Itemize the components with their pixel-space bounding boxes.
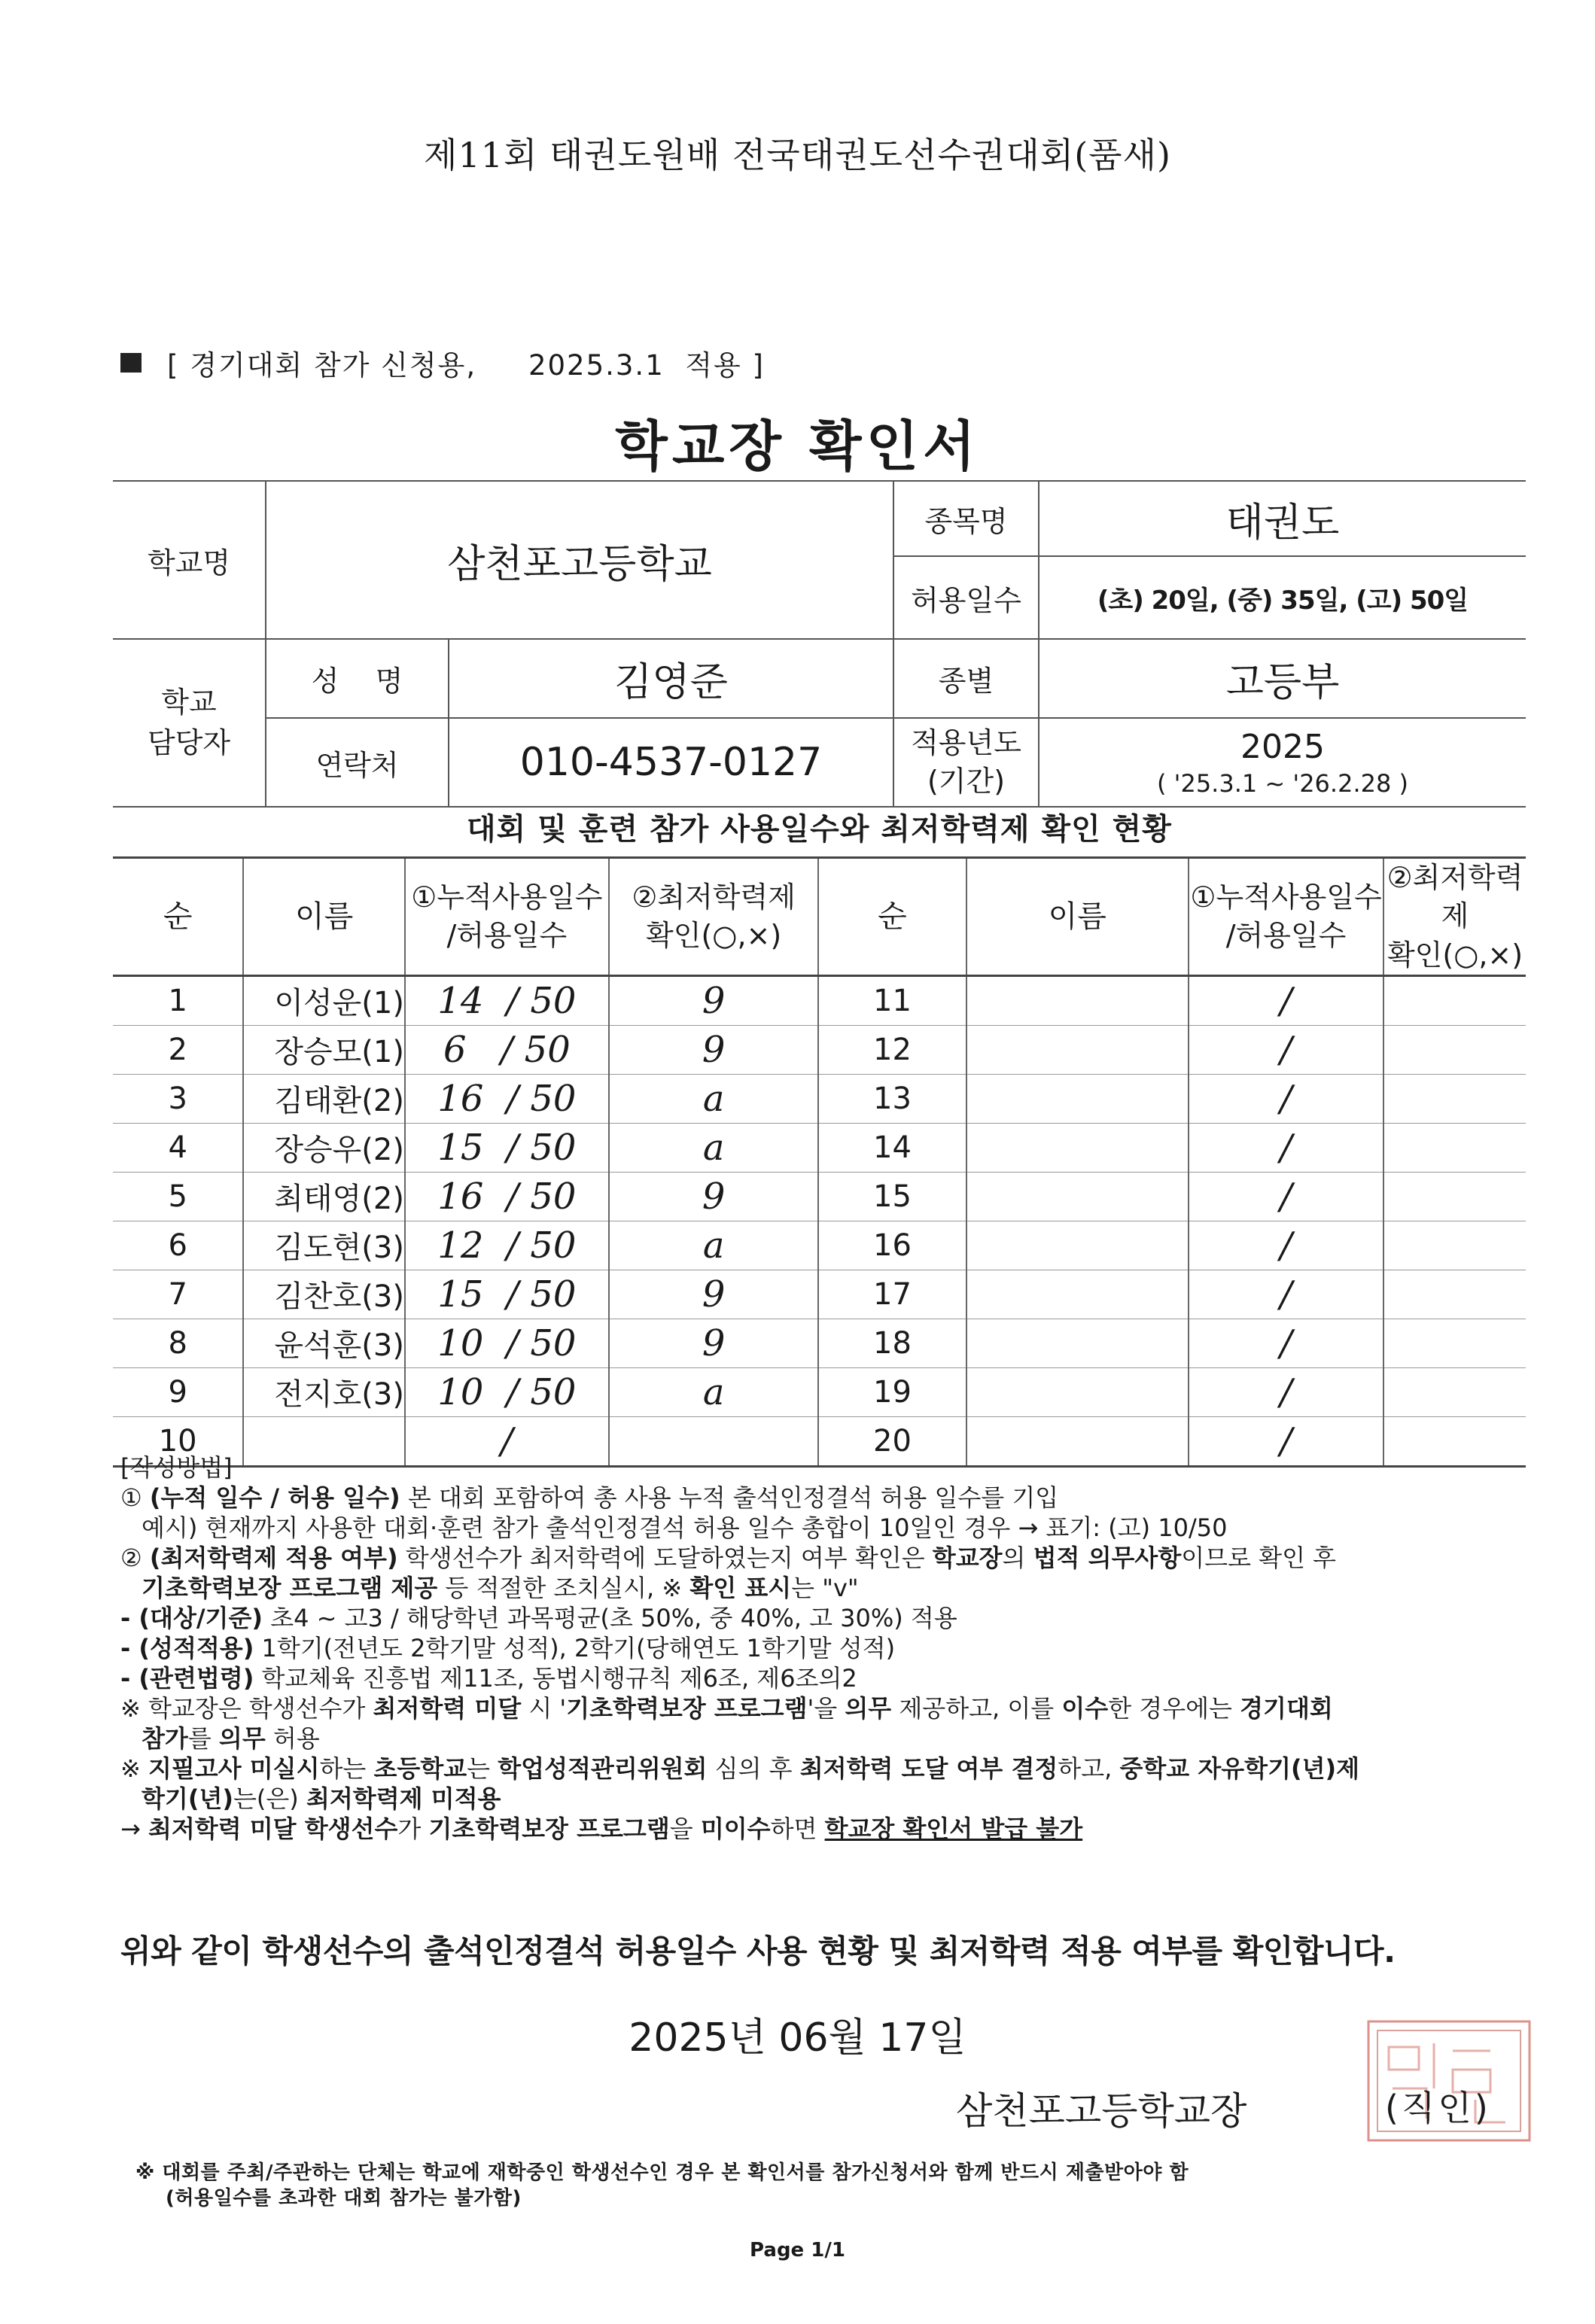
student-name-cell xyxy=(966,1319,1189,1367)
student-name-cell: 장승모(1) xyxy=(243,1025,405,1074)
min-academic-check-cell: 9 xyxy=(609,1319,819,1367)
special-note-3: → 최저학력 미달 학생선수가 기초학력보장 프로그램을 미이수하면 학교장 확인서 발급 불가 xyxy=(120,1814,1083,1843)
student-name-cell: 이성운(1) xyxy=(243,975,405,1025)
min-academic-check-cell xyxy=(1383,1025,1526,1074)
row-number-cell: 4 xyxy=(113,1123,243,1172)
used-days-cell: / xyxy=(1189,1025,1383,1074)
table-row xyxy=(113,1221,1526,1270)
col-days-header-right xyxy=(1189,858,1383,976)
min-academic-check-cell: 9 xyxy=(609,975,819,1025)
row-number-cell: 14 xyxy=(818,1123,966,1172)
col-name-header-right: 이름 xyxy=(966,858,1189,976)
used-days-cell: 14 / 50 xyxy=(405,975,609,1025)
used-days-cell: / xyxy=(1189,1221,1383,1270)
status-header-row xyxy=(113,858,1526,976)
min-academic-check-cell: a xyxy=(609,1123,819,1172)
page-number: Page 1/1 xyxy=(750,2239,845,2262)
used-days-cell: 10 / 50 xyxy=(405,1319,609,1367)
student-name-cell xyxy=(966,975,1189,1025)
footnote xyxy=(135,2160,1189,2211)
footnote-line2: (허용일수를 초과한 대회 참가는 불가함) xyxy=(166,2187,522,2210)
seal-label: (직인) xyxy=(1385,2088,1491,2128)
event-title: 제11회 태권도원배 전국태권도선수권대회(품새) xyxy=(424,135,1171,175)
student-name-cell: 전지호(3) xyxy=(243,1367,405,1416)
row-number-cell: 16 xyxy=(818,1221,966,1270)
min-academic-check-cell xyxy=(1383,1270,1526,1319)
special-note-1-line2: 참가를 의무 허용 xyxy=(142,1724,320,1753)
writing-instructions xyxy=(120,1452,1528,1844)
col-check-header-line2: 확인(○,×) xyxy=(1386,938,1523,972)
min-academic-check-cell xyxy=(1383,1367,1526,1416)
note-1-example: 예시) 현재까지 사용한 대회·훈련 참가 출석인정결석 허용 일수 총합이 10일인 경우 → 표기: (고) 10/50 xyxy=(142,1513,1228,1542)
used-days-cell: / xyxy=(1189,1319,1383,1367)
table-row xyxy=(113,1172,1526,1221)
school-info-table xyxy=(113,480,1526,808)
student-name-cell xyxy=(966,1123,1189,1172)
used-days-cell: 15 / 50 xyxy=(405,1270,609,1319)
usage-note xyxy=(120,342,765,383)
detail-grades: - (성적적용) 1학기(전년도 2학기말 성적), 2학기(당해연도 1학기말 성적) xyxy=(120,1634,896,1662)
table-row xyxy=(113,975,1526,1025)
row-number-cell: 7 xyxy=(113,1270,243,1319)
usage-note-text: [ 경기대회 참가 신청용, 2025.3.1 적용 ] xyxy=(167,349,765,382)
division-label: 종별 xyxy=(893,639,1039,718)
row-number-cell: 12 xyxy=(818,1025,966,1074)
col-check-header-line2: 확인(○,×) xyxy=(646,918,782,952)
table-row xyxy=(113,1319,1526,1367)
student-name-cell xyxy=(966,1221,1189,1270)
col-no-header-left: 순 xyxy=(113,858,243,976)
square-bullet-icon xyxy=(120,353,142,373)
row-number-cell: 19 xyxy=(818,1367,966,1416)
student-name-cell xyxy=(966,1074,1189,1123)
used-days-cell: 16 / 50 xyxy=(405,1172,609,1221)
min-academic-check-cell xyxy=(1383,1319,1526,1367)
document-title: 학교장 확인서 xyxy=(615,415,980,478)
special-note-2-line2: 학기(년)는(은) 최저학력제 미적용 xyxy=(142,1784,501,1813)
min-academic-check-cell xyxy=(1383,1221,1526,1270)
row-number-cell: 1 xyxy=(113,975,243,1025)
sport-label: 종목명 xyxy=(893,481,1039,556)
row-number-cell: 20 xyxy=(818,1416,966,1466)
division-value: 고등부 xyxy=(1039,639,1526,718)
student-name-cell xyxy=(966,1367,1189,1416)
student-name-cell: 김태환(2) xyxy=(243,1074,405,1123)
min-academic-check-cell xyxy=(1383,975,1526,1025)
participation-status-table xyxy=(113,856,1526,1468)
min-academic-check-cell: a xyxy=(609,1367,819,1416)
name-label: 성 명 xyxy=(266,639,449,718)
used-days-cell: / xyxy=(1189,1367,1383,1416)
used-days-cell: / xyxy=(1189,975,1383,1025)
special-note-1: ※ 학교장은 학생선수가 최저학력 미달 시 '기초학력보장 프로그램'을 의무 제공하고, 이를 이수한 경우에는 경기대회 xyxy=(120,1694,1333,1723)
col-check-header-right xyxy=(1383,858,1526,976)
used-days-cell: / xyxy=(1189,1172,1383,1221)
row-number-cell: 18 xyxy=(818,1319,966,1367)
detail-target: - (대상/기준) 초4 ~ 고3 / 해당학년 과목평균(초 50%, 중 40%, 고 30%) 적용 xyxy=(120,1604,957,1632)
status-section-title: 대회 및 훈련 참가 사용일수와 최저학력제 확인 현황 xyxy=(467,812,1172,847)
col-check-header-line1: ②최저학력제 xyxy=(1386,861,1523,933)
student-name-cell: 김찬호(3) xyxy=(243,1270,405,1319)
table-row xyxy=(113,1123,1526,1172)
used-days-cell: / xyxy=(1189,1123,1383,1172)
col-name-header-left: 이름 xyxy=(243,858,405,976)
year-value xyxy=(1039,718,1526,807)
row-number-cell: 10 xyxy=(113,1416,243,1466)
used-days-cell: / xyxy=(1189,1074,1383,1123)
min-academic-check-cell xyxy=(1383,1074,1526,1123)
contact-label: 연락처 xyxy=(266,718,449,807)
table-row xyxy=(113,1074,1526,1123)
principal-name: 삼천포고등학교장 xyxy=(956,2089,1247,2133)
student-name-cell xyxy=(966,1025,1189,1074)
year-label-line2: (기간) xyxy=(927,765,1006,798)
table-row xyxy=(113,1367,1526,1416)
year-label-line1: 적용년도 xyxy=(911,725,1021,759)
col-days-header-line2: /허용일수 xyxy=(446,918,568,952)
year-value-year: 2025 xyxy=(1240,727,1325,766)
min-academic-check-cell: 9 xyxy=(609,1172,819,1221)
manager-label xyxy=(113,639,266,807)
min-academic-check-cell: a xyxy=(609,1074,819,1123)
row-number-cell: 2 xyxy=(113,1025,243,1074)
col-days-header-line1: ①누적사용일수 xyxy=(1190,880,1382,914)
footnote-line1: ※ 대회를 주최/주관하는 단체는 학교에 재학중인 학생선수인 경우 본 확인서를 참가신청서와 함께 반드시 제출받아야 함 xyxy=(135,2161,1189,2184)
student-name-cell xyxy=(966,1172,1189,1221)
school-name-label: 학교명 xyxy=(113,481,266,639)
used-days-cell: / xyxy=(405,1416,609,1466)
min-academic-check-cell xyxy=(1383,1123,1526,1172)
min-academic-check-cell: 9 xyxy=(609,1270,819,1319)
table-row xyxy=(113,1025,1526,1074)
col-days-header-line2: /허용일수 xyxy=(1225,918,1347,952)
col-days-header-line1: ①누적사용일수 xyxy=(411,880,603,914)
manager-label-line2: 담당자 xyxy=(147,725,231,759)
used-days-cell: 10 / 50 xyxy=(405,1367,609,1416)
col-no-header-right: 순 xyxy=(818,858,966,976)
manager-name-value: 김영준 xyxy=(449,639,893,718)
row-number-cell: 15 xyxy=(818,1172,966,1221)
manager-label-line1: 학교 xyxy=(161,686,217,719)
student-name-cell: 김도현(3) xyxy=(243,1221,405,1270)
col-check-header-line1: ②최저학력제 xyxy=(632,880,796,914)
used-days-cell: 6 / 50 xyxy=(405,1025,609,1074)
student-name-cell: 장승우(2) xyxy=(243,1123,405,1172)
used-days-cell: 15 / 50 xyxy=(405,1123,609,1172)
row-number-cell: 6 xyxy=(113,1221,243,1270)
allowed-days-value: (초) 20일, (중) 35일, (고) 50일 xyxy=(1039,556,1526,639)
year-value-period: ( '25.3.1 ~ '26.2.28 ) xyxy=(1157,768,1408,798)
school-name-value: 삼천포고등학교 xyxy=(266,481,893,639)
detail-law: - (관련법령) 학교체육 진흥법 제11조, 동법시행규칙 제6조, 제6조의2 xyxy=(120,1664,857,1693)
student-name-cell: 윤석훈(3) xyxy=(243,1319,405,1367)
table-row xyxy=(113,1270,1526,1319)
min-academic-check-cell: a xyxy=(609,1221,819,1270)
row-number-cell: 5 xyxy=(113,1172,243,1221)
col-check-header-left xyxy=(609,858,819,976)
year-label xyxy=(893,718,1039,807)
used-days-cell: / xyxy=(1189,1270,1383,1319)
row-number-cell: 3 xyxy=(113,1074,243,1123)
note-2-line2: 기초학력보장 프로그램 제공 등 적절한 조치실시, ※ 확인 표시는 "v" xyxy=(142,1574,859,1602)
student-name-cell: 최태영(2) xyxy=(243,1172,405,1221)
used-days-cell: 16 / 50 xyxy=(405,1074,609,1123)
min-academic-check-cell: 9 xyxy=(609,1025,819,1074)
row-number-cell: 9 xyxy=(113,1367,243,1416)
row-number-cell: 17 xyxy=(818,1270,966,1319)
col-days-header-left xyxy=(405,858,609,976)
student-name-cell xyxy=(966,1270,1189,1319)
allowed-days-label: 허용일수 xyxy=(893,556,1039,639)
issue-date: 2025년 06월 17일 xyxy=(629,2015,966,2061)
row-number-cell: 11 xyxy=(818,975,966,1025)
min-academic-check-cell xyxy=(1383,1172,1526,1221)
confirmation-statement: 위와 같이 학생선수의 출석인정결석 허용일수 사용 현황 및 최저학력 적용 여부를 확인합니다. xyxy=(120,1933,1396,1970)
contact-value: 010-4537-0127 xyxy=(449,718,893,807)
notes-heading: [작성방법] xyxy=(120,1453,233,1482)
row-number-cell: 8 xyxy=(113,1319,243,1367)
note-2: ② (최저학력제 적용 여부) 학생선수가 최저학력에 도달하였는지 여부 확인은 학교장의 법적 의무사항이므로 확인 후 xyxy=(120,1544,1337,1572)
used-days-cell: 12 / 50 xyxy=(405,1221,609,1270)
used-days-cell: / xyxy=(1189,1416,1383,1466)
note-1: ① (누적 일수 / 허용 일수) 본 대회 포함하여 총 사용 누적 출석인정결석 허용 일수를 기입 xyxy=(120,1483,1059,1512)
row-number-cell: 13 xyxy=(818,1074,966,1123)
sport-value: 태권도 xyxy=(1039,481,1526,556)
special-note-2: ※ 지필고사 미실시하는 초등학교는 학업성적관리위원회 심의 후 최저학력 도달 여부 결정하고, 중학교 자유학기(년)제 xyxy=(120,1754,1360,1783)
